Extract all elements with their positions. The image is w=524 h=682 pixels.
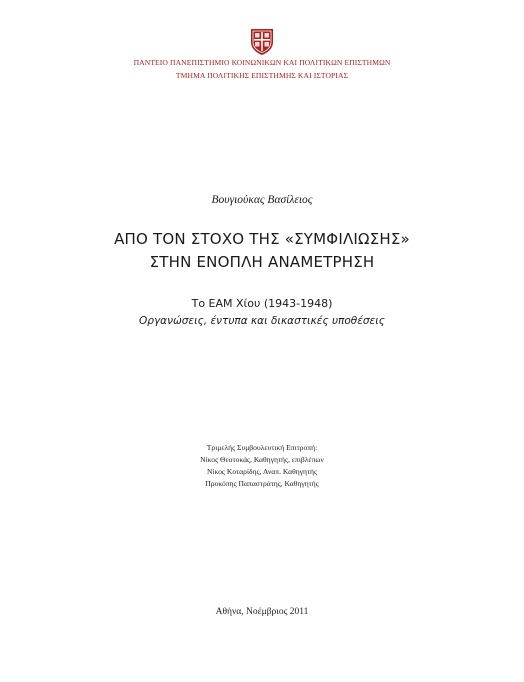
thesis-title-line-1: ΑΠΟ ΤΟΝ ΣΤΟΧΟ ΤΗΣ «ΣΥΜΦΙΛΙΩΣΗΣ» bbox=[114, 230, 410, 248]
committee-member: Προκόπης Παπαστράτης, Καθηγητής bbox=[205, 479, 319, 488]
university-name: ΠΑΝΤΕΙΟ ΠΑΝΕΠΙΣΤΗΜΙΟ ΚΟΙΝΩΝΙΚΩΝ ΚΑΙ ΠΟΛΙΤΙΚΩΝ ΕΠΙΣΤΗΜΩΝ bbox=[133, 58, 391, 67]
thesis-subsubtitle: Οργανώσεις, έντυπα και δικαστικές υποθέσεις bbox=[139, 315, 385, 327]
committee-member: Νίκος Θεοτοκάς, Καθηγητής, επιβλέπων bbox=[200, 455, 324, 464]
thesis-title-line-2: ΣΤΗΝ ΕΝΟΠΛΗ ΑΝΑΜΕΤΡΗΣΗ bbox=[149, 253, 375, 271]
university-emblem-icon bbox=[250, 28, 274, 56]
author-name: Βουγιούκας Βασίλειος bbox=[211, 194, 313, 206]
department-name: ΤΜΗΜΑ ΠΟΛΙΤΙΚΗΣ ΕΠΙΣΤΗΜΗΣ ΚΑΙ ΙΣΤΟΡΙΑΣ bbox=[175, 71, 349, 80]
place-and-date: Αθήνα, Νοέμβριος 2011 bbox=[215, 607, 309, 617]
committee-member: Νίκος Κοταρίδης, Αναπ. Καθηγητής bbox=[206, 467, 318, 476]
thesis-subtitle: Το ΕΑΜ Χίου (1943-1948) bbox=[191, 297, 333, 310]
committee-heading: Τριμελής Συμβουλευτική Επιτροπή: bbox=[206, 443, 318, 452]
